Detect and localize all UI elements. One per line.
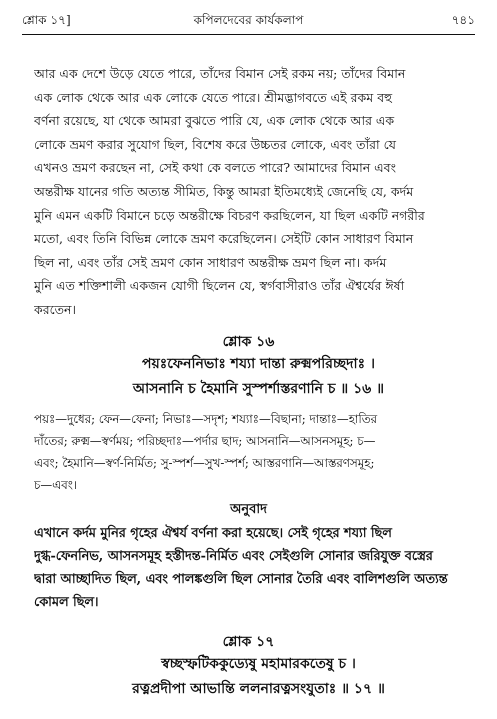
purport-line: ছিল না, এবং তাঁর সেই ভ্রমণ কোন সাধারণ অন্তরীক্ষ ভ্রমণ ছিল না। কর্দম — [34, 254, 387, 270]
purport-paragraph — [34, 62, 464, 322]
translation-text — [34, 522, 464, 614]
translation-heading: অনুবাদ — [230, 502, 267, 517]
verse-line: স্বচ্ছস্ফটিককুড্যেষু মহামারকতেষু চ । — [161, 656, 356, 672]
purport-line: আর এক দেশে উড়ে যেতে পারে, তাঁদের বিমান সেই রকম নয়; তাঁদের বিমান — [34, 66, 406, 81]
translation-line: দুগ্ধ-ফেননিভ, আসনসমূহ হস্তীদন্ত-নির্মিত এবং সেইগুলি সোনার জরিযুক্ত বস্ত্রের — [34, 549, 433, 564]
header-page-number: ৭৪১ — [451, 13, 475, 27]
purport-line: মতো, এবং তিনি বিভিন্ন লোকে ভ্রমণ করেছিলেন। সেইটি কোন সাধারণ বিমান — [34, 231, 414, 247]
synonyms-line: পয়ঃ—দুধের; ফেন—ফেনা; নিভাঃ—সদৃশ; শয্যাঃ—বিছানা; দান্তাঃ—হাতির — [34, 412, 378, 426]
purport-line: বর্ণনা রয়েছে, যা থেকে আমরা বুঝতে পারি যে, এক লোক থেকে আর এক — [34, 113, 395, 129]
header-verse-ref: শ্লোক ১৭] — [22, 13, 71, 27]
purport-line: মুনি এত শক্তিশালী একজন যোগী ছিলেন যে, স্বর্গবাসীরাও তাঁর ঐশ্বর্যের ঈর্ষা — [34, 278, 405, 294]
verse-line: আসনানি চ হৈমানি সুস্পর্শাস্তরণানি চ ॥ ১৬ ॥ — [132, 381, 385, 397]
purport-line: অন্তরীক্ষ যানের গতি অত্যন্ত সীমিত, কিন্তু আমরা ইতিমধ্যেই জেনেছি যে, কর্দম — [34, 183, 414, 199]
header-rule — [22, 34, 475, 35]
purport-line: এখনও ভ্রমণ করছেন না, সেই কথা কে বলতে পারে? আমাদের বিমান এবং — [34, 160, 397, 176]
translation-line: এখানে কর্দম মুনির গৃহের ঐশ্বর্য বর্ণনা করা হয়েছে। সেই গৃহের শয্যা ছিল — [34, 526, 392, 541]
verse-line: রত্নপ্রদীপা আভান্তি ললনারত্নসংযুতাঃ ॥ ১৭ ॥ — [132, 681, 385, 697]
purport-line: করতেন। — [34, 301, 76, 317]
verse-17-text — [60, 652, 457, 702]
translation-line: কোমল ছিল। — [34, 595, 99, 610]
verse-16-heading: শ্লোক ১৬ — [222, 334, 275, 350]
header-chapter-title: কপিলদেবের কার্যকলাপ — [193, 13, 304, 27]
synonyms-line: দাঁতের; রুক্ম—স্বর্ণময়; পরিচ্ছদাঃ—পর্দার ছাদ; আসনানি—আসনসমূহ; চ— — [34, 434, 376, 448]
purport-line: এক লোক থেকে আর এক লোকে যেতে পারে। শ্রীমদ্ভাগবতে এই রকম বহু — [34, 89, 393, 105]
verse-16-text — [60, 352, 457, 402]
running-header — [22, 8, 475, 30]
purport-line: মুনি এমন একটি বিমানে চড়ে অন্তরীক্ষে বিচরণ করছিলেন, যা ছিল একটি নগরীর — [34, 207, 425, 223]
synonyms-section — [34, 408, 464, 496]
purport-line: লোকে ভ্রমণ করার সুযোগ ছিল, বিশেষ করে উচ্চতর লোকে, এবং তাঁরা যে — [34, 136, 396, 152]
translation-line: দ্বারা আচ্ছাদিত ছিল, এবং পালঙ্কগুলি ছিল সোনার তৈরি এবং বালিশগুলি অত্যন্ত — [34, 572, 448, 587]
synonyms-line: চ—এবং। — [34, 478, 77, 492]
verse-line: পয়ঃফেননিভাঃ শয্যা দান্তা রুক্মপরিচ্ছদাঃ । — [142, 356, 375, 372]
verse-17-heading: শ্লোক ১৭ — [222, 634, 275, 650]
synonyms-line: এবং; হৈমানি—স্বর্ণ-নির্মিত; সু-স্পর্শ—সুখ-স্পর্শ; আস্তরণানি—আস্তরণসমূহ; — [34, 456, 375, 470]
